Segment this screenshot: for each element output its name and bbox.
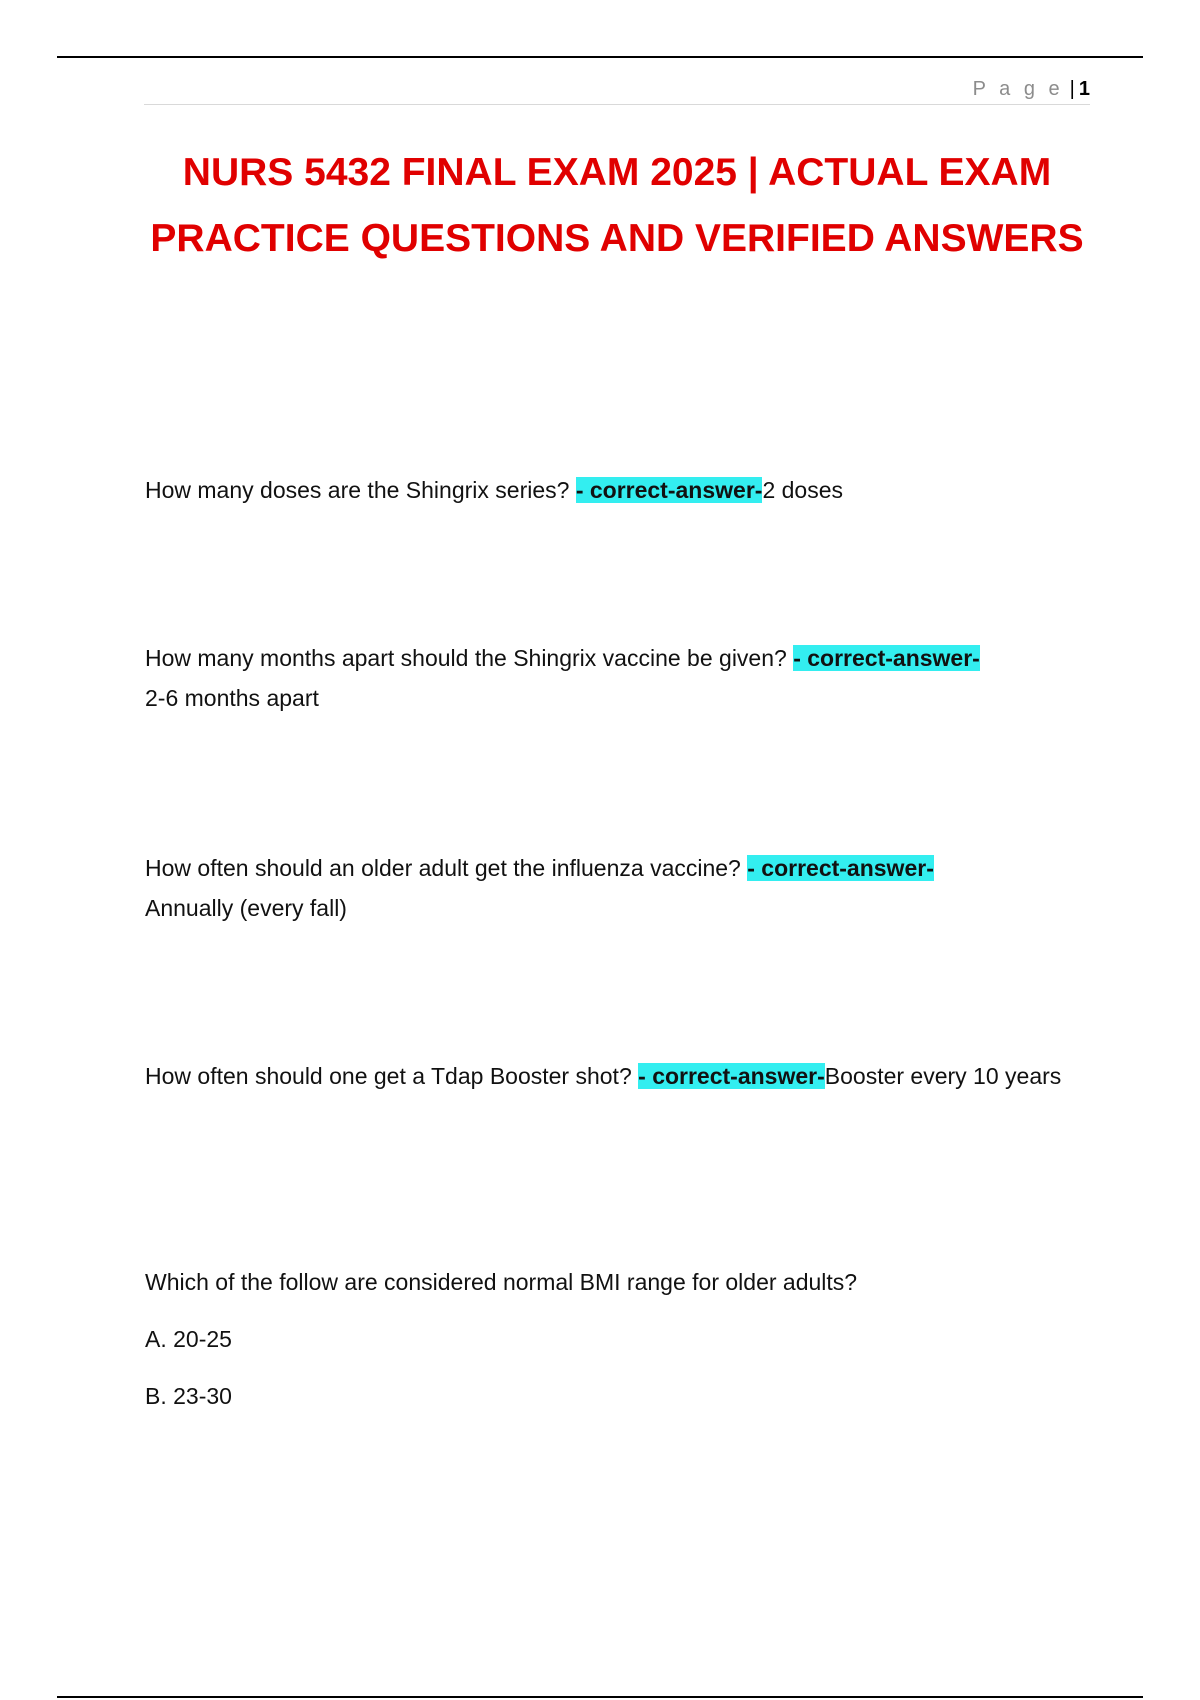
page-number: 1	[1078, 78, 1090, 100]
answer-text: Annually (every fall)	[145, 895, 347, 921]
answer-text: 2 doses	[762, 477, 843, 503]
question-text: How often should one get a Tdap Booster shot?	[145, 1063, 639, 1089]
page-label: P a g e	[972, 78, 1064, 100]
question-text: Which of the follow are considered normal BMI range for older adults?	[145, 1269, 858, 1295]
question-4	[145, 1056, 1090, 1096]
correct-answer-marker: - correct-answer-	[793, 645, 980, 671]
question-text: How many doses are the Shingrix series?	[145, 477, 576, 503]
question-text: How many months apart should the Shingrix vaccine be given?	[145, 645, 794, 671]
answer-text: Booster every 10 years	[824, 1063, 1062, 1089]
answer-text: 2-6 months apart	[145, 685, 319, 711]
correct-answer-marker: - correct-answer-	[575, 477, 763, 503]
correct-answer-marker: - correct-answer-	[747, 855, 934, 881]
option-b: B. 23-30	[145, 1383, 232, 1409]
question-2	[145, 638, 1090, 718]
correct-answer-marker: - correct-answer-	[638, 1063, 825, 1089]
document-title: NURS 5432 FINAL EXAM 2025 | ACTUAL EXAM PRACTICE QUESTIONS AND VERIFIED ANSWERS	[150, 151, 1084, 260]
bottom-rule	[57, 1696, 1143, 1698]
question-5	[145, 1262, 1090, 1302]
page-header	[144, 74, 1090, 105]
question-3	[145, 848, 1090, 928]
option-a: A. 20-25	[145, 1326, 232, 1352]
question-text: How often should an older adult get the influenza vaccine?	[145, 855, 748, 881]
question-1	[145, 470, 1090, 510]
top-rule	[57, 56, 1143, 58]
page-separator: |	[1069, 78, 1075, 100]
